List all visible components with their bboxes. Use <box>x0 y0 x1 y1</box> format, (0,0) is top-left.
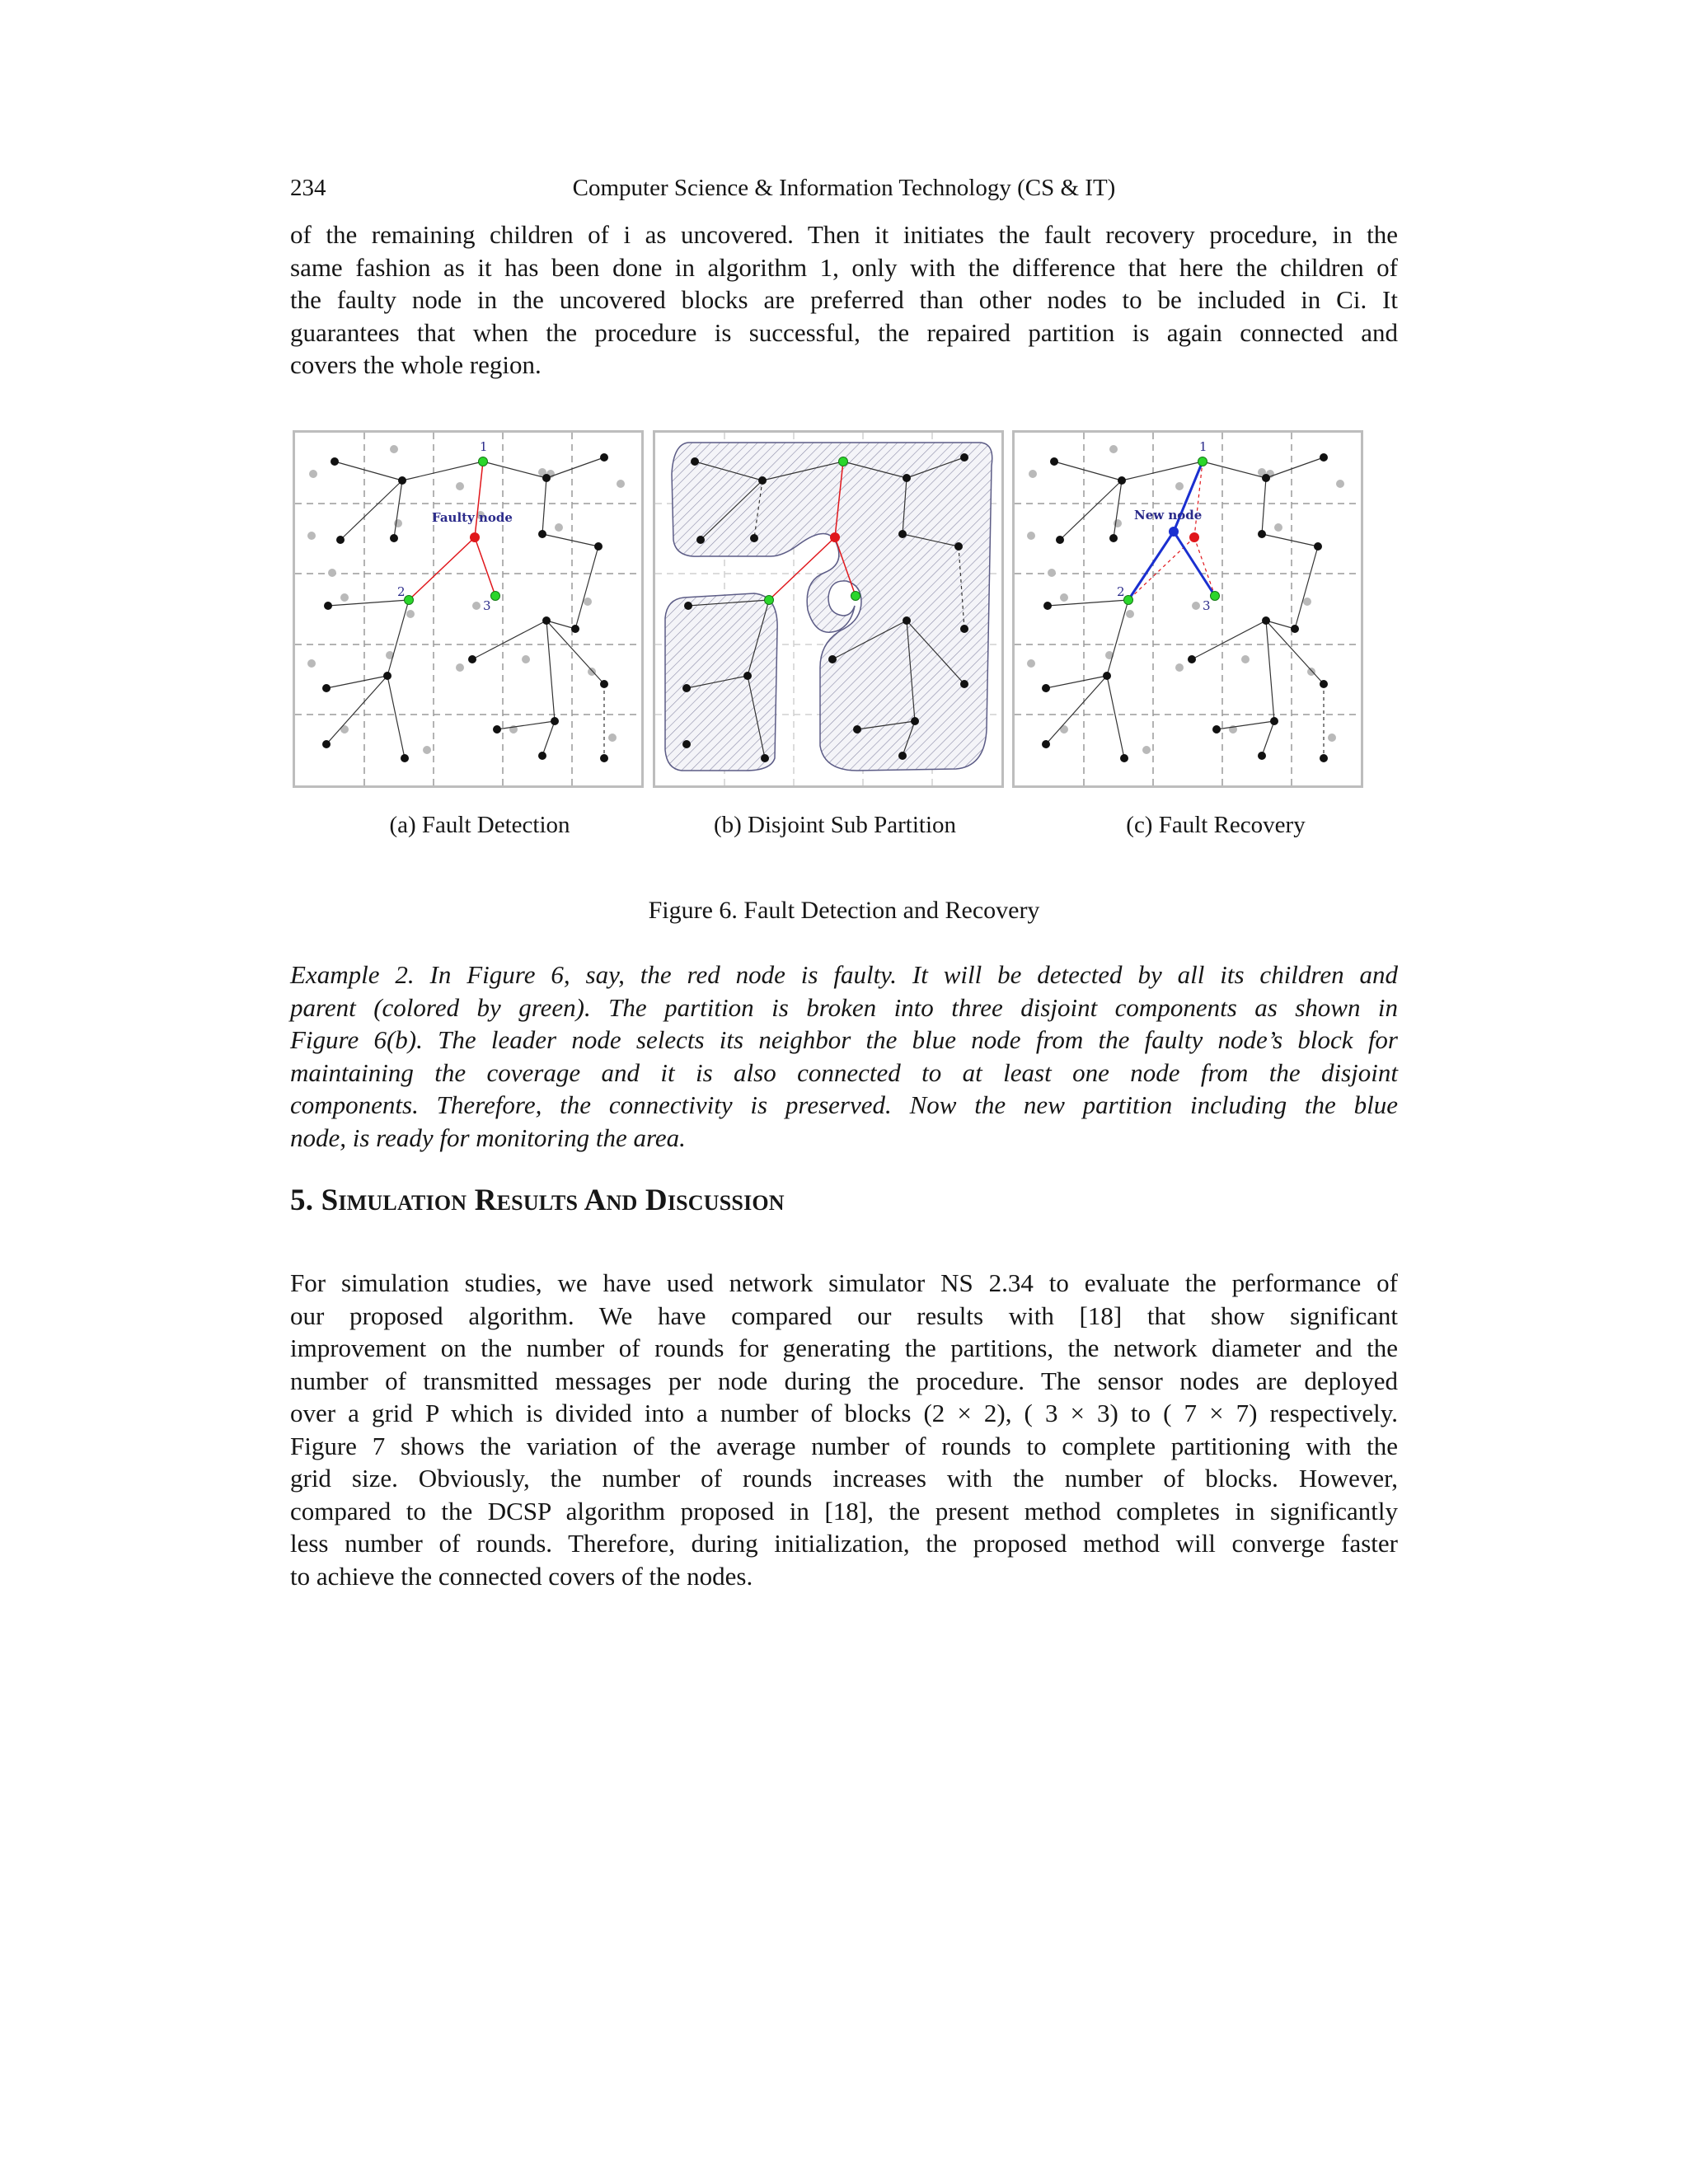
text-line: Example 2. In Figure 6, say, the red node is faulty. It will be detected by all its children and <box>290 960 1398 989</box>
text-line: our proposed algorithm. We have compared our results with [18] that show significant <box>290 1301 1398 1330</box>
text-line: the faulty node in the uncovered blocks are preferred than other nodes to be included in Ci. It <box>290 285 1398 314</box>
caption-fault-recovery: (c) Fault Recovery <box>1126 812 1306 838</box>
text-line: guarantees that when the procedure is successful, the repaired partition is again connected and <box>290 317 1398 347</box>
text-line: parent (colored by green). The partition is broken into three disjoint components as shown in <box>290 992 1398 1022</box>
results-paragraph <box>290 1267 1398 1592</box>
running-title: Computer Science & Information Technology (CS & IT) <box>572 175 1116 201</box>
node-label: 1 <box>1199 439 1207 454</box>
text-line: covers the whole region. <box>290 350 542 379</box>
text-line: number of transmitted messages per node during the procedure. The sensor nodes are deployed <box>290 1366 1398 1395</box>
faulty-node <box>830 532 840 542</box>
sleeping-nodes <box>307 445 625 754</box>
node-label: 2 <box>1117 584 1125 599</box>
text-line: over a grid P which is divided into a number of blocks (2 × 2), ( 3 × 3) to ( 7 × 7) respectively. <box>290 1399 1398 1427</box>
node-label: 1 <box>480 439 488 454</box>
sub-partition-region <box>665 593 777 771</box>
disjoint-sub-partition-diagram <box>655 433 1001 785</box>
page-number: 234 <box>290 175 326 201</box>
figure-panel-disjoint-sub-partition <box>653 430 1004 788</box>
text-line: Figure 7 shows the variation of the average number of rounds to complete partitioning with the <box>290 1431 1398 1460</box>
node-label: 2 <box>397 584 406 599</box>
text-line: same fashion as it has been done in algorithm 1, only with the difference that here the children of <box>290 252 1398 282</box>
faulty-node <box>1189 532 1199 542</box>
active-nodes <box>322 453 608 762</box>
text-line: maintaining the coverage and it is also connected to at least one node from the disjoint <box>290 1057 1398 1087</box>
text-line: of the remaining children of i as uncovered. Then it initiates the fault recovery procedure, in the <box>290 220 1398 249</box>
faulty-edges <box>409 462 495 600</box>
active-nodes <box>1042 453 1328 762</box>
tree-edges <box>326 457 604 758</box>
faulty-node-label: Faulty node <box>432 510 513 525</box>
new-node <box>1169 527 1179 537</box>
caption-disjoint-sub-partition: (b) Disjoint Sub Partition <box>713 812 957 838</box>
example-paragraph <box>290 958 1398 1154</box>
text-line: node, is ready for monitoring the area. <box>290 1122 686 1152</box>
section-heading: 5. Simulation Results And Discussion <box>290 1183 785 1217</box>
sleeping-nodes <box>1027 445 1344 754</box>
text-line: For simulation studies, we have used network simulator NS 2.34 to evaluate the performance of <box>290 1268 1398 1297</box>
figure-panel-fault-detection <box>293 430 644 788</box>
caption-fault-detection: (a) Fault Detection <box>389 812 570 838</box>
node-label: 3 <box>483 598 491 613</box>
text-line: compared to the DCSP algorithm proposed in [18], the present method completes in significantly <box>290 1496 1398 1526</box>
node-label: 3 <box>1203 598 1211 613</box>
fault-recovery-diagram <box>1015 433 1361 785</box>
text-line: to achieve the connected covers of the nodes. <box>290 1561 753 1591</box>
text-line: grid size. Obviously, the number of rounds increases with the number of blocks. However, <box>290 1464 1398 1493</box>
faulty-node <box>470 532 480 542</box>
text-line: less number of rounds. Therefore, during initialization, the proposed method will converge faster <box>290 1529 1398 1558</box>
text-line: Figure 6(b). The leader node selects its neighbor the blue node from the faulty node’s block for <box>290 1025 1398 1054</box>
text-line: improvement on the number of rounds for generating the partitions, the network diameter and the <box>290 1333 1398 1362</box>
text-line: components. Therefore, the connectivity is preserved. Now the new partition including the blue <box>290 1090 1398 1119</box>
figure-title: Figure 6. Fault Detection and Recovery <box>648 897 1040 924</box>
intro-paragraph <box>290 218 1398 382</box>
new-node-label: New node <box>1134 508 1203 523</box>
fault-detection-diagram <box>295 433 641 785</box>
detector-nodes <box>405 457 500 605</box>
figure-panel-fault-recovery <box>1012 430 1363 788</box>
